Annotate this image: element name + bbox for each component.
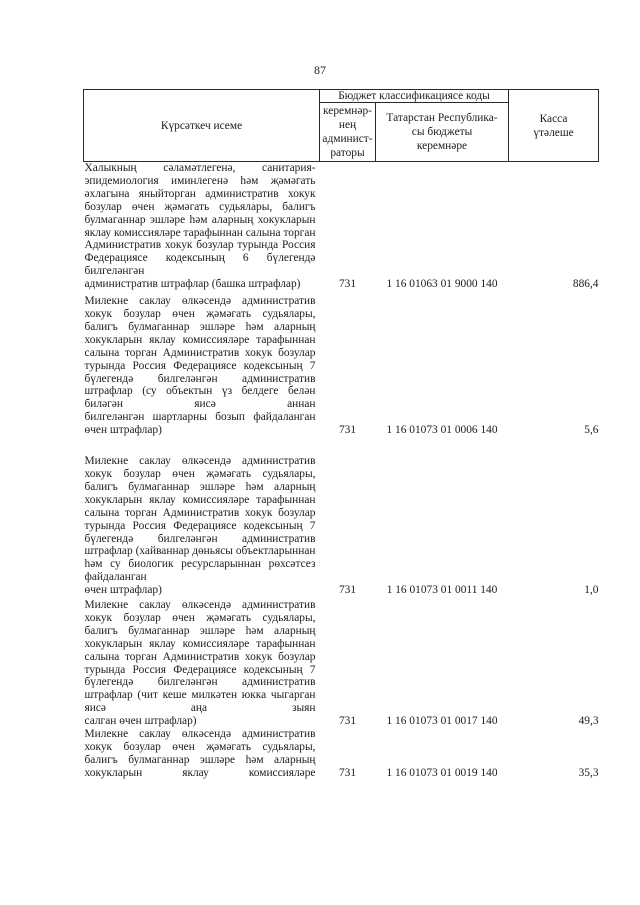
row-description (84, 597, 320, 728)
row-description-text: Халыкның сәламәтлегенә, санитария-эпидемиология иминлегенә һәм җәмәгать әхлагына яныйторган административ хокук бозулар өчен җәмәгать судьялары, балигъ булмаганнар эшләре һәм аларның хокукларын яклау комиссияләре тарафыннан салына торган Административ хокук бозулар турында Россия Федерациясе кодексының 6 бүлегендә билгеләнгән (84, 162, 316, 278)
table-row (84, 728, 599, 780)
row-admin-code: 731 (338, 584, 357, 597)
header-admin (320, 103, 376, 162)
row-revenue-code: 1 16 01073 01 0011 140 (386, 584, 498, 597)
header-name: Күрсәткеч исеме (84, 90, 320, 162)
table-body (84, 162, 599, 781)
table-row (84, 162, 599, 292)
row-description (84, 291, 320, 437)
row-admin-code: 731 (338, 767, 357, 780)
header-code-text: Татарстан Республика- сы бюджеты керемнәре (386, 112, 498, 152)
row-description-last: административ штрафлар (башка штрафлар) (84, 278, 301, 291)
page-number: 87 (314, 63, 326, 77)
row-description-last: өчен штрафлар) (84, 584, 162, 597)
header-kassa (509, 90, 599, 162)
row-revenue-code: 1 16 01073 01 0006 140 (386, 424, 498, 437)
table-header (84, 90, 599, 162)
row-revenue-code: 1 16 01073 01 0017 140 (386, 715, 498, 728)
row-kassa-value: 35,3 (578, 767, 599, 780)
header-admin-text: керемнәр- нең админист- раторы (322, 105, 373, 159)
table-row (84, 291, 599, 437)
row-admin-code: 731 (338, 278, 357, 291)
budget-table (83, 89, 599, 780)
row-kassa-value: 49,3 (578, 715, 599, 728)
row-description (84, 437, 320, 597)
row-revenue-code: 1 16 01073 01 0019 140 (386, 767, 498, 780)
row-description-text: Милекне саклау өлкәсендә административ хокук бозулар өчен җәмәгать судьялары, балигъ булмаганнар эшләре һәм аларның хокукларын яклау комиссияләре тарафыннан салына торган Административ хокук бозулар турында Россия Федерациясе кодексының 7 бүлегендә билгеләнгән административ штрафлар (хайваннар дөньясы объектларыннан һәм су биологик ресурсларыннан рөхсәтсез файдаланган (84, 455, 316, 584)
table-row (84, 437, 599, 597)
row-kassa-value: 886,4 (572, 278, 599, 291)
row-admin-code: 731 (338, 424, 357, 437)
header-budget-classification: Бюджет классификациясе коды (320, 90, 509, 103)
header-kassa-text: Касса үтәлеше (533, 112, 574, 139)
row-admin-code: 731 (338, 715, 357, 728)
row-description (84, 162, 320, 292)
row-description-text: Милекне саклау өлкәсендә административ хокук бозулар өчен җәмәгать судьялары, балигъ булмаганнар эшләре һәм аларның хокукларын яклау комиссияләре тарафыннан салына торган Административ хокук бозулар турында Россия Федерациясе кодексының 7 бүлегендә билгеләнгән административ штрафлар (су объектын үз белдеге белән биләгән яисә аннан (84, 295, 316, 411)
row-description (84, 728, 320, 780)
row-description-last: салган өчен штрафлар) (84, 715, 197, 728)
row-kassa-value: 1,0 (584, 584, 599, 597)
row-description-text: Милекне саклау өлкәсендә административ хокук бозулар өчен җәмәгать судьялары, балигъ булмаганнар эшләре һәм аларның хокукларын яклау комиссияләре (84, 728, 316, 780)
row-description-last: билгеләнгән шартларны бозып файдаланган өчен штрафлар) (84, 411, 316, 437)
row-description-text: Милекне саклау өлкәсендә административ хокук бозулар өчен җәмәгать судьялары, балигъ булмаганнар эшләре һәм аларның хокукларын яклау комиссияләре тарафыннан салына торган Административ хокук бозулар турында Россия Федерациясе кодексының 7 бүлегендә билгеләнгән административ штрафлар (чит кеше милкәтен юкка чыгарган яисә аңа зыян (84, 599, 316, 715)
row-kassa-value: 5,6 (584, 424, 599, 437)
row-revenue-code: 1 16 01063 01 9000 140 (386, 278, 498, 291)
table-row (84, 597, 599, 728)
header-code (376, 103, 509, 162)
